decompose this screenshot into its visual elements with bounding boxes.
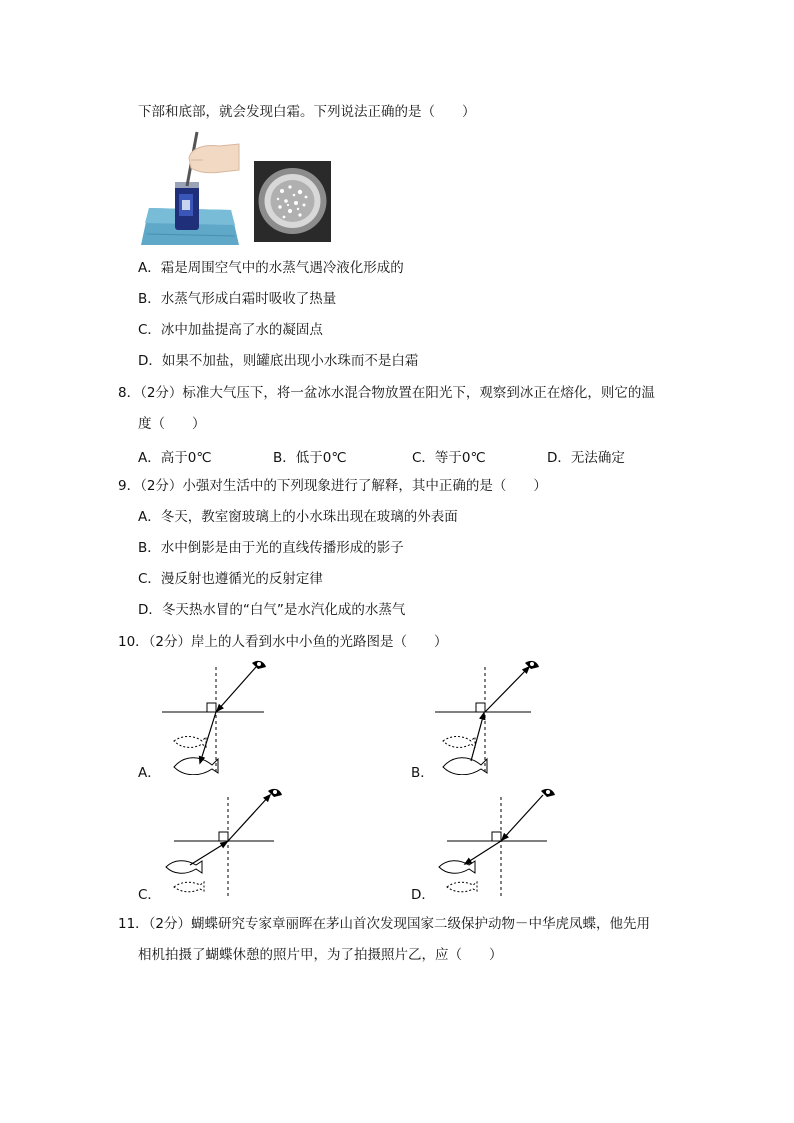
q11-stem-line2: 相机拍摄了蝴蝶休憩的照片甲，为了拍摄照片乙，应（ ） <box>138 947 503 963</box>
q9-option-d: D．冬天热水冒的“白气”是水汽化成的水蒸气 <box>138 602 406 618</box>
q8-option-c: C．等于0℃ <box>412 450 486 466</box>
q10-diagram-d <box>433 785 558 900</box>
q9-option-c: C．漫反射也遵循光的反射定律 <box>138 571 323 587</box>
q8-option-b: B．低于0℃ <box>273 450 347 466</box>
q10-label-a: A． <box>138 765 161 781</box>
q10-diagram-c <box>160 785 285 900</box>
q10-label-c: C． <box>138 887 161 903</box>
q8-stem-line1: 8．（2分）标准大气压下，将一盆冰水混合物放置在阳光下，观察到冰正在熔化，则它的温 <box>118 385 655 401</box>
q7-option-d: D．如果不加盐，则罐底出现小水珠而不是白霜 <box>138 353 419 369</box>
q10-label-d: D． <box>411 887 435 903</box>
q7-option-c: C．冰中加盐提高了水的凝固点 <box>138 322 323 338</box>
q9-option-b: B．水中倒影是由于光的直线传播形成的影子 <box>138 540 404 556</box>
q10-label-b: B． <box>411 765 434 781</box>
q10-diagram-b <box>433 655 543 775</box>
q11-stem-line1: 11．（2分）蝴蝶研究专家章丽晖在茅山首次发现国家二级保护动物－中华虎凤蝶，他先用 <box>118 916 651 932</box>
q8-option-d: D．无法确定 <box>547 450 625 466</box>
q9-option-a: A．冬天，教室窗玻璃上的小水珠出现在玻璃的外表面 <box>138 509 458 525</box>
frost-can-bottom-photo <box>254 161 331 242</box>
q9-stem: 9．（2分）小强对生活中的下列现象进行了解释，其中正确的是（ ） <box>118 478 547 494</box>
q7-option-b: B．水蒸气形成白霜时吸收了热量 <box>138 291 337 307</box>
q8-stem-line2: 度（ ） <box>138 416 206 432</box>
q7-stem-tail: 下部和底部，就会发现白霜。下列说法正确的是（ ） <box>138 104 476 120</box>
q8-option-a: A．高于0℃ <box>138 450 212 466</box>
q10-diagram-a <box>160 655 270 775</box>
q10-stem: 10．（2分）岸上的人看到水中小鱼的光路图是（ ） <box>118 634 448 650</box>
q7-option-a: A．霜是周围空气中的水蒸气遇冷液化形成的 <box>138 260 404 276</box>
can-stirring-photo <box>139 130 241 248</box>
